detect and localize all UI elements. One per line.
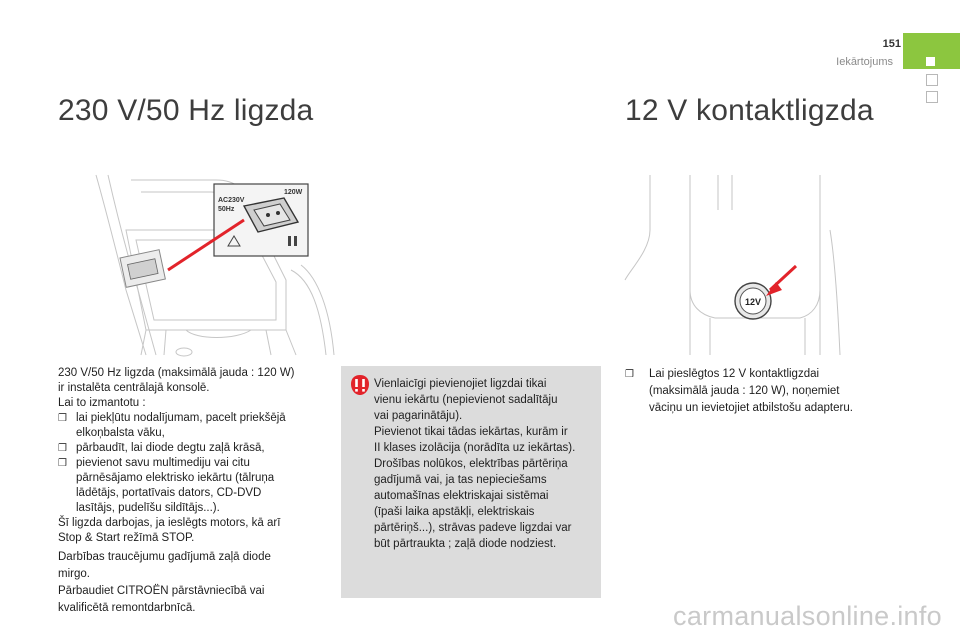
left-heading: 230 V/50 Hz ligzda: [58, 94, 314, 127]
right-heading: 12 V kontaktligzda: [625, 94, 874, 127]
intro-line: Lai to izmantotu :: [58, 397, 146, 409]
socket-12v-illustration: [620, 170, 842, 360]
warning-line: automašīnas elektriskajai sistēmai: [374, 490, 549, 502]
intro-line: ir instalēta centrālajā konsolē.: [58, 382, 210, 394]
section-tab-marker: [926, 57, 935, 66]
warning-line: būt pārtraukta ; zaļā diode nodziest.: [374, 538, 557, 550]
fault-line: Darbības traucējumu gadījumā zaļā diode: [58, 551, 271, 563]
list-item: [58, 411, 320, 441]
bullet-icon: ❒: [58, 413, 67, 424]
list-item-line: pievienot savu multimediju vai citu: [76, 457, 250, 469]
warning-line: gadījumā vai, ja tas nepieciešams: [374, 474, 547, 486]
warning-line: Pievienot tikai tādas iekārtas, kurām ir: [374, 426, 568, 438]
warning-line: vienu iekārtu (nepievienot sadalītāju: [374, 394, 558, 406]
outro-line: Stop & Start režīmā STOP.: [58, 532, 195, 544]
list-item-line: elkoņbalsta vāku,: [76, 427, 165, 439]
page-number: 151: [882, 38, 901, 50]
bullet-icon: ❒: [58, 458, 67, 469]
fault-line: kvalificētā remontdarbnīcā.: [58, 602, 196, 614]
list-item-line: lai piekļūtu nodalījumam, pacelt priekšējā: [76, 412, 286, 424]
fault-line: Pārbaudiet CITROËN pārstāvniecībā vai: [58, 585, 265, 597]
list-item-line: lādētājs, portatīvais dators, CD-DVD: [76, 487, 262, 499]
bullet-icon: ❒: [58, 443, 67, 454]
pointer-arrow-head: [766, 282, 782, 296]
warning-text: [374, 376, 596, 552]
fault-line: mirgo.: [58, 568, 90, 580]
warning-line: pārtēriņš...), strāvas padeve ligzdai var: [374, 522, 572, 534]
section-label: Iekārtojums: [836, 56, 893, 68]
bullet-icon: ❒: [625, 369, 634, 380]
watermark: carmanualsonline.info: [673, 601, 942, 631]
left-body: [58, 366, 320, 546]
warning-line: Vienlaicīgi pievienojiet ligzdai tikai: [374, 378, 547, 390]
list-item-line: pārnēsājamo elektrisko iekārtu (tālruņa: [76, 472, 275, 484]
socket-power-label: 120W: [284, 189, 303, 196]
list-item: [625, 366, 865, 417]
page-marker-box: [926, 74, 938, 86]
list-item-line: pārbaudīt, lai diode degtu zaļā krāsā,: [76, 442, 265, 454]
list-item: [58, 441, 320, 456]
warning-line: (īpaši laika apstākļi, elektriskais: [374, 506, 535, 518]
intro-line: 230 V/50 Hz ligzda (maksimālā jauda : 120 W): [58, 367, 295, 379]
list-item-line: vāciņu un ievietojiet atbilstošu adapteru.: [649, 402, 853, 414]
warning-line: Drošības nolūkos, elektrības pārtēriņa: [374, 458, 568, 470]
socket-label-1: AC230V: [218, 197, 245, 204]
warning-line: II klases izolācija (norādīta uz iekārtas).: [374, 442, 576, 454]
list-item-line: lasītājs, pudelīšu sildītājs...).: [76, 502, 220, 514]
list-item-line: Lai pieslēgtos 12 V kontaktligzdai: [649, 368, 820, 380]
outro-line: Šī ligzda darbojas, ja ieslēgts motors, kā arī: [58, 517, 281, 529]
socket-label-2: 50Hz: [218, 206, 235, 213]
fault-note: [58, 549, 320, 617]
console-230v-illustration: [86, 170, 338, 360]
warning-exclamation-icon: [349, 374, 371, 396]
warning-line: vai pagarinātāju).: [374, 410, 463, 422]
list-item-line: (maksimālā jauda : 120 W), noņemiet: [649, 385, 840, 397]
socket-12v-label: 12V: [745, 297, 762, 307]
right-body: [625, 366, 865, 417]
list-item: [58, 456, 320, 516]
page-marker-box: [926, 91, 938, 103]
